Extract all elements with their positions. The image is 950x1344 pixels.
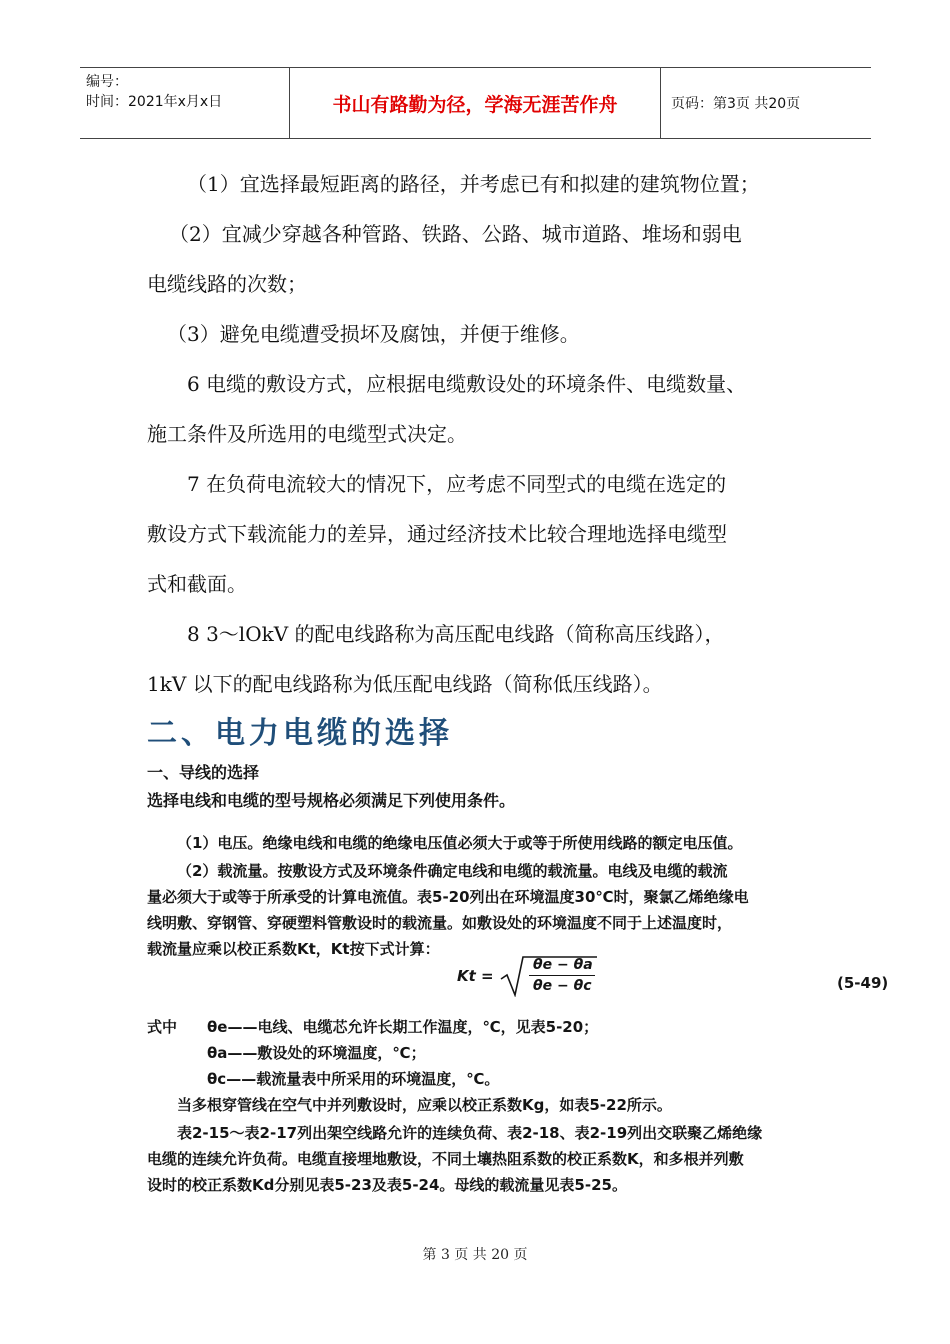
header-time: 时间：2021年x月x日 — [86, 94, 223, 110]
equation-number: (5-49) — [837, 974, 889, 992]
header-number: 编号： — [86, 74, 128, 90]
body-line: （1）宜选择最短距离的路径，并考虑已有和拟建的建筑物位置； — [187, 172, 760, 196]
scan-item1: （1）电压。绝缘电线和电缆的绝缘电压值必须大于或等于所使用线路的额定电压值。 — [177, 834, 743, 852]
definition-line: θa——敷设处的环境温度，℃； — [207, 1044, 426, 1062]
formula-numerator: θe − θa — [533, 957, 593, 973]
scan-item2-line: 量必须大于或等于所承受的计算电流值。表5-20列出在环境温度30℃时，聚氯乙烯绝缘电 — [147, 888, 749, 906]
body-line: 7 在负荷电流较大的情况下，应考虑不同型式的电缆在选定的 — [187, 472, 727, 496]
scan-intro: 选择电线和电缆的型号规格必须满足下列使用条件。 — [147, 791, 516, 810]
page-header — [80, 67, 871, 139]
scan-multi: 当多根穿管线在空气中并列敷设时，应乘以校正系数Kg，如表5-22所示。 — [177, 1096, 672, 1114]
body-line: 电缆线路的次数； — [147, 272, 307, 296]
body-line: 施工条件及所选用的电缆型式决定。 — [147, 422, 467, 446]
body-line: 6 电缆的敷设方式，应根据电缆敷设处的环境条件、电缆数量、 — [187, 372, 747, 396]
formula-denominator: θe − θc — [533, 978, 592, 994]
scan-item2-line: 载流量应乘以校正系数Kt，Kt按下式计算： — [147, 940, 440, 958]
body-line: 1kV 以下的配电线路称为低压配电线路（简称低压线路）。 — [147, 672, 663, 696]
fraction-bar — [529, 975, 595, 976]
body-line: （3）避免电缆遭受损坏及腐蚀，并便于维修。 — [167, 322, 580, 346]
header-page-info: 页码：第3页 共20页 — [671, 96, 801, 112]
scan-table-line: 表2-15～表2-17列出架空线路允许的连续负荷、表2-18、表2-19列出交联聚乙烯绝缘 — [177, 1124, 763, 1142]
scan-table-line: 电缆的连续允许负荷。电缆直接埋地敷设，不同土壤热阻系数的校正系数K，和多根并列敷 — [147, 1150, 744, 1168]
body-line: （2）宜减少穿越各种管路、铁路、公路、城市道路、堆场和弱电 — [169, 222, 742, 246]
scan-item2-line: （2）载流量。按敷设方式及环境条件确定电线和电缆的载流量。电线及电缆的载流 — [177, 862, 728, 880]
body-line: 式和截面。 — [147, 572, 247, 596]
header-meta — [80, 68, 289, 138]
where-label: 式中 — [147, 1018, 178, 1036]
scan-item2-line: 线明敷、穿钢管、穿硬塑料管敷设时的载流量。如敷设处的环境温度不同于上述温度时， — [147, 914, 733, 932]
definition-line: θc——载流量表中所采用的环境温度，℃。 — [207, 1070, 500, 1088]
formula-5-49 — [457, 953, 757, 997]
section-heading: 二、电力电缆的选择 — [147, 716, 453, 751]
formula-lhs: Kt = — [457, 967, 494, 985]
body-text — [147, 159, 837, 709]
header-motto: 书山有路勤为径，学海无涯苦作舟 — [289, 68, 661, 138]
body-line: 敷设方式下载流能力的差异，通过经济技术比较合理地选择电缆型 — [147, 522, 727, 546]
body-line: 8 3～lOkV 的配电线路称为高压配电线路（简称高压线路）， — [187, 622, 725, 646]
scan-subheading: 一、导线的选择 — [147, 763, 260, 782]
definition-line: θe——电线、电缆芯允许长期工作温度，℃，见表5-20； — [207, 1018, 599, 1036]
page-footer: 第 3 页 共 20 页 — [422, 1247, 528, 1263]
scan-table-line: 设时的校正系数Kd分别见表5-23及表5-24。母线的载流量见表5-25。 — [147, 1176, 627, 1194]
